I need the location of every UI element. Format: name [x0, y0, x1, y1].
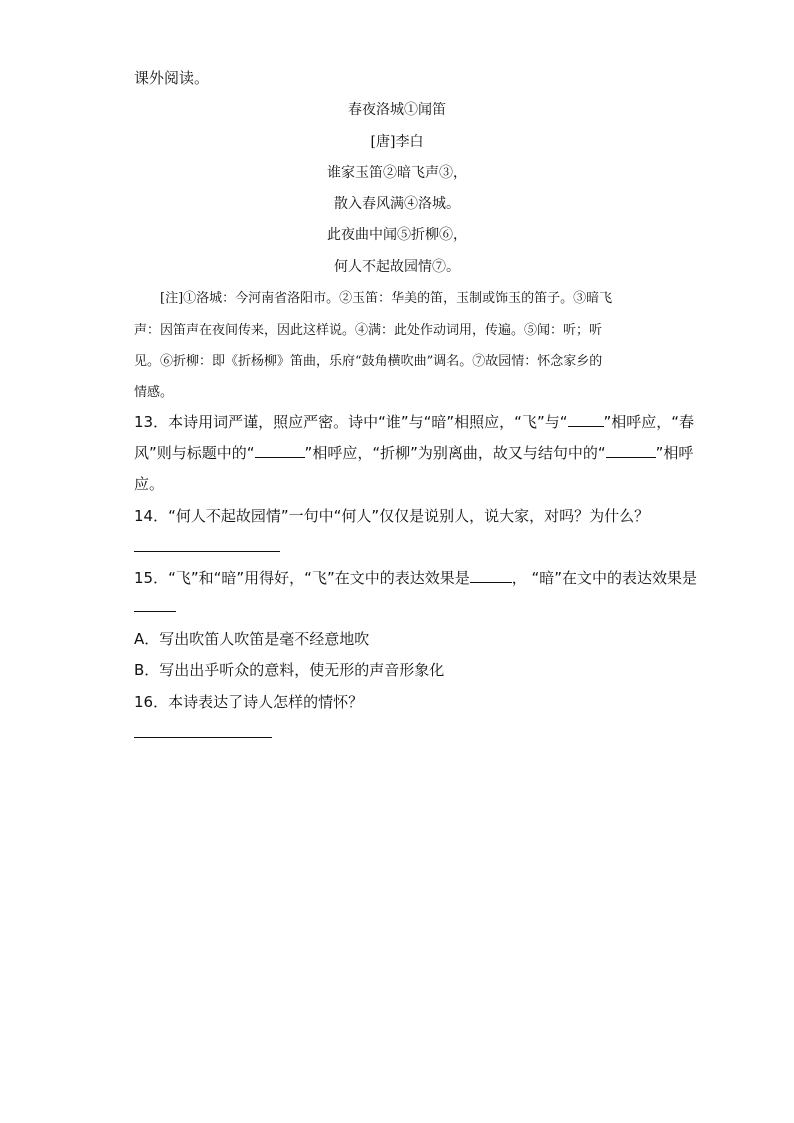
- answer-blank[interactable]: [568, 414, 604, 427]
- answer-blank[interactable]: [255, 445, 305, 458]
- option-b[interactable]: B．写出出乎听众的意料，使无形的声音形象化: [134, 661, 445, 679]
- question-13-line-1: [134, 411, 694, 432]
- annotation-line: 见。⑥折柳：即《折杨柳》笛曲，乐府“鼓角横吹曲”调名。⑦故园情：怀念家乡的: [134, 354, 603, 369]
- question-text: ”相呼应，“春: [603, 413, 695, 431]
- poem-line: 何人不起故园情⑦。: [334, 259, 460, 275]
- answer-blank[interactable]: [470, 570, 512, 583]
- section-intro: 课外阅读。: [134, 69, 210, 87]
- question-text: 15．“飞”和“暗”用得好，“飞”在文中的表达效果是: [134, 569, 470, 587]
- answer-blank[interactable]: [134, 611, 176, 612]
- poem-line: 谁家玉笛②暗飞声③，: [327, 165, 467, 181]
- question-text: 风”则与标题中的“: [134, 444, 255, 462]
- question-13-line-3: 应。: [134, 475, 165, 493]
- question-14: 14．“何人不起故园情”一句中“何人”仅仅是说别人，说大家，对吗？为什么？: [134, 507, 650, 525]
- question-16: 16．本诗表达了诗人怎样的情怀？: [134, 693, 364, 711]
- poem-title: 春夜洛城①闻笛: [348, 102, 446, 118]
- question-text: ”相呼: [655, 444, 694, 462]
- poem-line: 散入春风满④洛城。: [334, 196, 460, 212]
- answer-line[interactable]: [134, 551, 280, 552]
- question-text: ”相呼应，“折柳”为别离曲，故又与结句中的“: [304, 444, 606, 462]
- annotation-line: 声：因笛声在夜间传来，因此这样说。④满：此处作动词用，传遍。⑤闻：听；听: [134, 323, 603, 338]
- poem-line: 此夜曲中闻⑤折柳⑥，: [327, 227, 467, 243]
- option-a[interactable]: A．写出吹笛人吹笛是毫不经意地吹: [134, 630, 370, 648]
- annotation-line: 情感。: [134, 385, 174, 400]
- question-13-line-2: [134, 442, 693, 463]
- answer-line[interactable]: [134, 737, 272, 738]
- answer-blank[interactable]: [606, 445, 656, 458]
- question-15-line-1: [134, 567, 697, 588]
- poem-author: [唐]李白: [370, 134, 424, 150]
- annotation-line: [注]①洛城：今河南省洛阳市。②玉笛：华美的笛，玉制或饰玉的笛子。③暗飞: [160, 291, 613, 306]
- question-text: 13．本诗用词严谨，照应严密。诗中“谁”与“暗”相照应，“飞”与“: [134, 413, 568, 431]
- question-text: ， “暗”在文中的表达效果是: [511, 569, 698, 587]
